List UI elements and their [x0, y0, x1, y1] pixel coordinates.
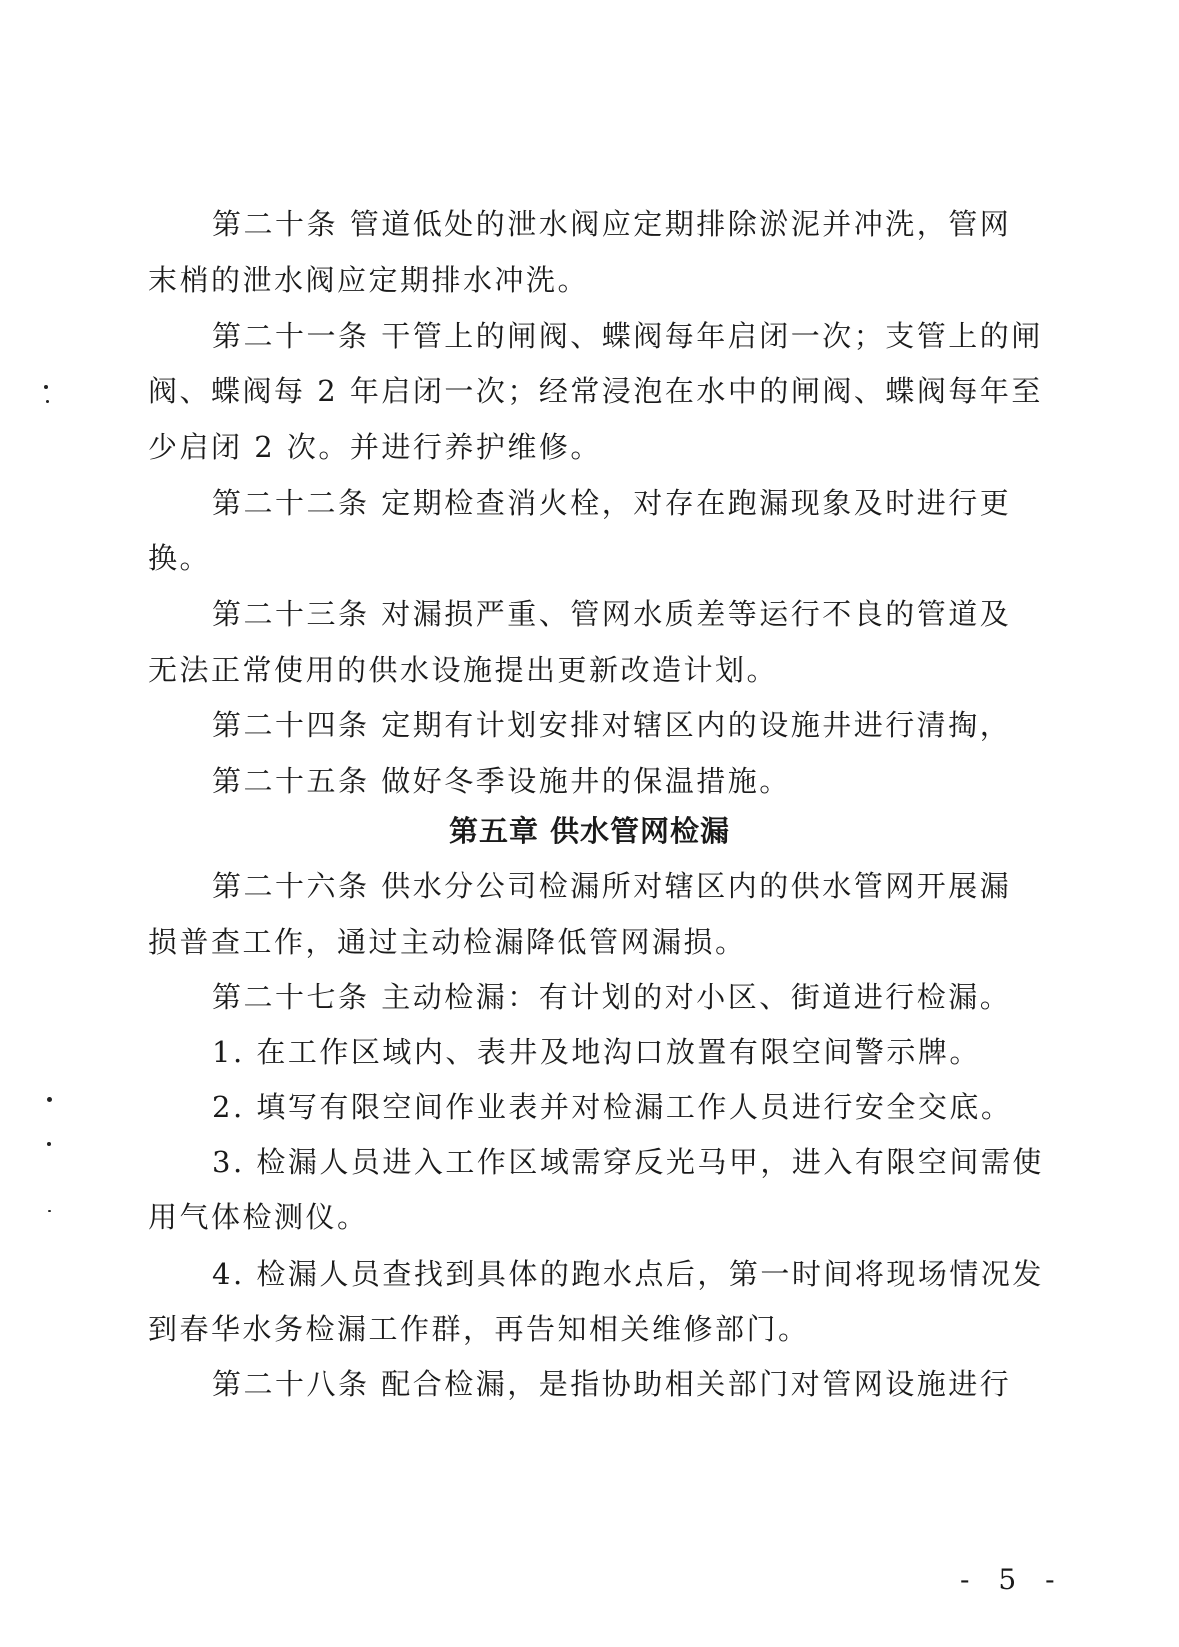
scan-speck — [44, 385, 48, 389]
text-line-item-3-cont: 用气体检测仪。 — [148, 1200, 369, 1234]
scan-speck — [47, 1142, 51, 1146]
text-line-article-26: 第二十六条 供水分公司检漏所对辖区内的供水管网开展漏 — [212, 869, 1012, 903]
text-line-article-23-cont: 无法正常使用的供水设施提出更新改造计划。 — [148, 653, 779, 687]
text-line-article-23: 第二十三条 对漏损严重、管网水质差等运行不良的管道及 — [212, 597, 1012, 631]
text-line-item-4-cont: 到春华水务检漏工作群，再告知相关维修部门。 — [148, 1312, 810, 1346]
text-line-item-3: 3. 检漏人员进入工作区域需穿反光马甲，进入有限空间需使 — [212, 1145, 1044, 1179]
page-number: - 5 - — [960, 1563, 1065, 1596]
scan-speck — [46, 400, 49, 403]
scan-speck — [48, 1210, 51, 1212]
text-line-article-21-cont2: 少启闭 2 次。并进行养护维修。 — [148, 430, 602, 464]
text-line-article-20-cont: 末梢的泄水阀应定期排水冲洗。 — [148, 263, 590, 297]
text-line-article-25: 第二十五条 做好冬季设施井的保温措施。 — [212, 764, 791, 798]
text-line-item-1: 1. 在工作区域内、表井及地沟口放置有限空间警示牌。 — [212, 1035, 981, 1069]
scan-speck — [47, 1097, 52, 1102]
text-line-item-4: 4. 检漏人员查找到具体的跑水点后，第一时间将现场情况发 — [212, 1257, 1044, 1291]
text-line-article-24: 第二十四条 定期有计划安排对辖区内的设施井进行清掏， — [212, 708, 1012, 742]
text-line-article-28: 第二十八条 配合检漏，是指协助相关部门对管网设施进行 — [212, 1367, 1012, 1401]
text-line-article-21-cont: 阀、蝶阀每 2 年启闭一次；经常浸泡在水中的闸阀、蝶阀每年至 — [148, 374, 1043, 408]
text-line-article-26-cont: 损普查工作，通过主动检漏降低管网漏损。 — [148, 925, 747, 959]
text-line-article-20: 第二十条 管道低处的泄水阀应定期排除淤泥并冲洗，管网 — [212, 207, 1012, 241]
text-line-article-21: 第二十一条 干管上的闸阀、蝶阀每年启闭一次；支管上的闸 — [212, 319, 1043, 353]
text-line-article-22-cont: 换。 — [148, 541, 212, 575]
text-line-item-2: 2. 填写有限空间作业表并对检漏工作人员进行安全交底。 — [212, 1090, 1013, 1124]
text-line-article-22: 第二十二条 定期检查消火栓，对存在跑漏现象及时进行更 — [212, 486, 1012, 520]
chapter-heading: 第五章 供水管网检漏 — [448, 814, 731, 848]
text-line-article-27: 第二十七条 主动检漏：有计划的对小区、街道进行检漏。 — [212, 980, 1012, 1014]
